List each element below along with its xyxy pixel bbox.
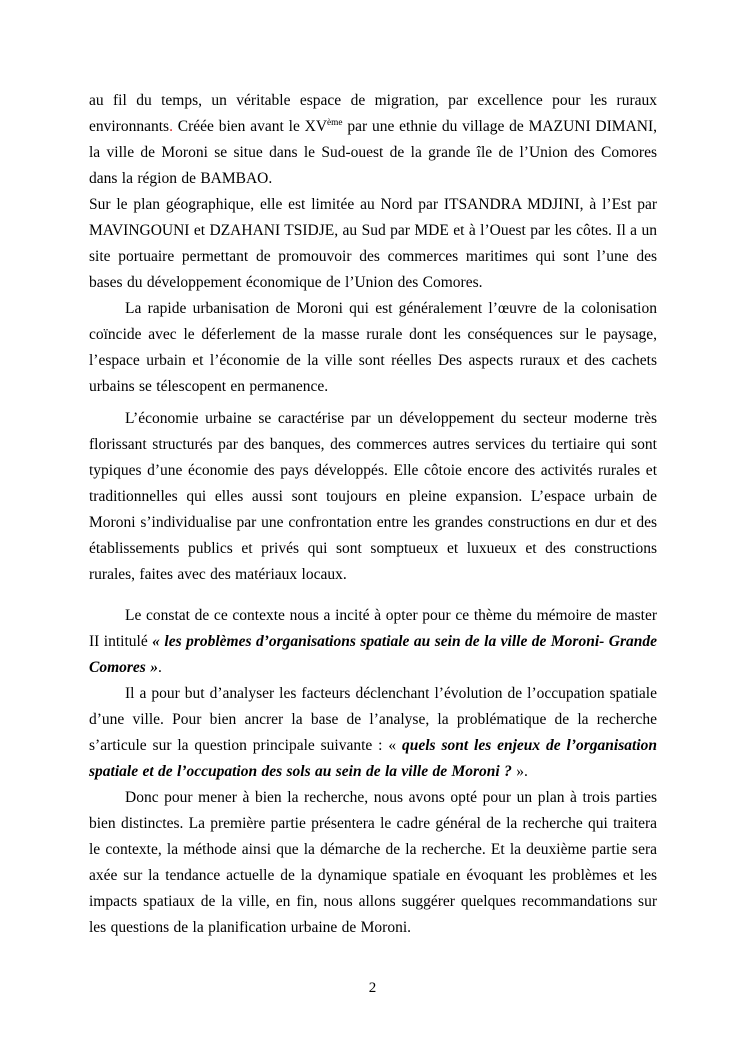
text-segment: Il a pour but d’analyser les facteurs déclenchant l’évolution de l’occupation spatiale d’une ville. Pour bien ancrer la base de l’analyse, la problématique de la recherche s’articule sur la question principale suivante : « — [89, 685, 657, 754]
text-segment: Sur le plan géographique, elle est limitée au Nord par ITSANDRA MDJINI, à l’Est par MAVINGOUNI et DZAHANI TSIDJE, au Sud par MDE et à l’Ouest par les côtes. Il a un site portuaire permettant de promouvoir des commerces maritimes qui sont l’une des bases du développement économique de l’Union des Comores. — [89, 196, 657, 291]
paragraph — [89, 88, 657, 192]
text-segment: Donc pour mener à bien la recherche, nous avons opté pour un plan à trois parties bien distinctes. La première partie présentera le cadre général de la recherche qui traitera le contexte, la méthode ainsi que la démarche de la recherche. Et la deuxième partie sera axée sur la tendance actuelle de la dynamique spatiale en évoquant les problèmes et les impacts spatiaux de la ville, en fin, nous allons suggérer quelques recommandations sur les questions de la planification urbaine de Moroni. — [89, 789, 657, 936]
paragraph — [89, 603, 657, 681]
page-number: 2 — [368, 980, 377, 996]
paragraph — [89, 296, 657, 400]
paragraph — [89, 785, 657, 941]
text-segment: Créée bien avant le XV — [172, 118, 328, 135]
text-segment: . — [169, 118, 173, 135]
paragraph — [89, 681, 657, 785]
text-segment: par une ethnie du village de MAZUNI DIMANI, la ville de Moroni se situe dans le Sud-ouest de la grande île de l’Union des Comores dans la région de BAMBAO. — [89, 118, 657, 187]
text-segment: au fil du temps, un véritable espace de migration, par excellence pour les ruraux environnants — [89, 92, 657, 135]
document-body — [89, 88, 657, 941]
text-segment: ». — [511, 763, 528, 780]
text-segment: . — [157, 659, 162, 676]
paragraph — [89, 406, 657, 588]
paragraph — [89, 192, 657, 296]
text-segment: L’économie urbaine se caractérise par un développement du secteur moderne très florissant structurés par des banques, des commerces autres services du tertiaire qui sont typiques d’une économie des pays développés. Elle côtoie encore des activités rurales et traditionnelles qui elles aussi sont toujours en pleine expansion. L’espace urbain de Moroni s’individualise par une confrontation entre les grandes constructions en dur et des établissements publics et privés qui sont somptueux et luxueux et des constructions rurales, faites avec des matériaux locaux. — [89, 410, 657, 583]
text-segment: quels sont les enjeux de l’organisation spatiale et de l’occupation des sols au sein de la ville de Moroni ? — [89, 737, 657, 780]
text-segment: ème — [327, 117, 343, 128]
text-segment: La rapide urbanisation de Moroni qui est généralement l’œuvre de la colonisation coïncide avec le déferlement de la masse rurale dont les conséquences sur le paysage, l’espace urbain et l’économie de la ville sont réelles Des aspects ruraux et des cachets urbains se télescopent en permanence. — [89, 300, 657, 395]
text-segment: « les problèmes d’organisations spatiale au sein de la ville de Moroni- Grande Comores » — [89, 633, 657, 676]
text-segment: Le constat de ce contexte nous a incité à opter pour ce thème du mémoire de master II intitulé — [89, 607, 657, 650]
